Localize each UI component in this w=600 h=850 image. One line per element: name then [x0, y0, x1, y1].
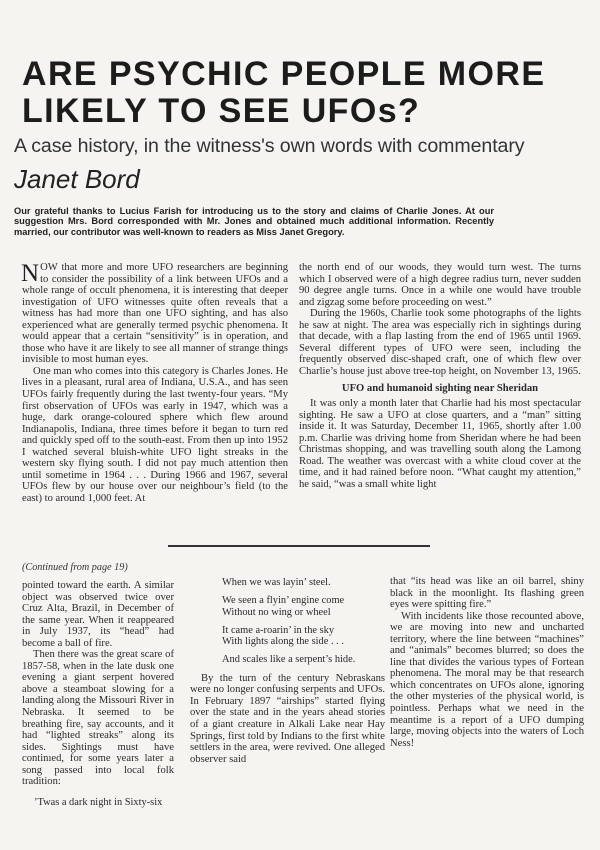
continued-label: (Continued from page 19)	[22, 562, 128, 573]
body-paragraph: that “its head was like an oil barrel, shiny black in the moonlight. Its flashing green eyes were spitting fire.”	[390, 576, 584, 611]
poem-stanza	[222, 625, 382, 648]
poem-stanza	[222, 654, 382, 665]
poem-line: It came a-roarin’ in the sky	[222, 624, 335, 636]
folk-song-poem	[222, 577, 382, 666]
drop-cap: N	[21, 260, 40, 287]
body-paragraph: One man who comes into this category is Charles Jones. He lives in a pleasant, rural area of Indiana, U.S.A., and has seen UFOs fairly frequently during the last twenty-four years. “My first observation of UFOs was early in 1947, which was a huge, dark orange-coloured sphere which flew around Indianapolis, Indiana, three times before it began to turn red and quickly sped off to the south-east. From then up into 1952 I watched several bluish-white UFO light streaks in the western sky flying south. I did not pay much attention then until sometime in 1964 . . . During 1966 and 1967, several UFOs flew by our house over our neighbour’s field (to the east) to around 1,000 feet. At	[22, 365, 288, 504]
body-paragraph: By the turn of the century Nebraskans were no longer confusing serpents and UFOs. In February 1897 “airships” started flying over the state and in the years ahead stories of a giant creature in Alkali Lake near Hay Springs, first told by Indians to the first white settlers in the area, were revived. One alleged observer said	[190, 672, 385, 765]
article-title	[22, 56, 592, 130]
left-column	[22, 262, 288, 504]
continued-column-2	[190, 577, 385, 765]
opening-paragraph	[22, 262, 288, 366]
body-paragraph: Then there was the great scare of 1857-58, when in the late dusk one evening a giant serpent hovered above a steamboat slowing for a landing along the Missouri River in Nebraska. It seemed to be breathing fire, say accounts, and it had “lighted streaks” along its sides. Sightings must have continıed, for some years later a song passed into local folk tradition:	[22, 649, 174, 788]
poem-line: And scales like a serpent’s hide.	[222, 654, 356, 666]
section-divider	[168, 545, 430, 547]
poem-line: ’Twas a dark night in Sixty-six	[34, 796, 163, 808]
article-subtitle: A case history, in the witness's own words with commentary	[14, 135, 525, 157]
poem-stanza	[222, 595, 382, 618]
editorial-intro: Our grateful thanks to Lucius Farish for introducing us to the story and claims of Charlie Jones. At our suggestion Mrs. Bord corresponded with Mr. Jones and obtained much additional information. Recently married, our contributor was well-known to readers as Miss Janet Gregory.	[14, 206, 494, 237]
body-paragraph: the north end of our woods, they would turn west. The turns which I observed were of a high degree radius turn, never sudden 90 degree angle turns. Once in a while one would have trouble and zigzag some before proceeding on west.”	[299, 262, 581, 308]
poem-line: Without no wing or wheel	[222, 606, 331, 618]
section-subheading: UFO and humanoid sighting near Sheridan	[341, 383, 539, 395]
body-paragraph: With incidents like those recounted above, we are moving into new and uncharted territory, where the line between “machines” and “animals” becomes blurred; so does the line that divides the various types of Fortean phenomena. The moral may be that research which concentrates on UFOs alone, ignoring the other mysteries of the physical world, is pointless. Perhaps what we need in the meantime is a report of a UFO dumping large, moving objects into the waters of Loch Ness!	[390, 610, 584, 749]
poem-stanza	[222, 577, 382, 588]
body-paragraph: It was only a month later that Charlie had his most spectacular sighting. He saw a UFO at close quarters, and a “man” sitting inside it. It was Saturday, December 11, 1965, shortly after 1.00 p.m. Charlie was driving home from Sheridan where he had been Christmas shopping, and was travelling south along the Lamong Road. The weather was overcast with a white cloud cover at the time, and it had rained before noon. “What caught my attention,” he said, “was a small white light	[299, 398, 581, 490]
body-paragraph: pointed toward the earth. A similar object was observed twice over Cruz Alta, Brazil, in December of the same year. When it reappeared in July 1937, its “head” had become a ball of fire.	[22, 580, 174, 649]
right-column	[299, 262, 581, 490]
poem-line: With lights along the side . . .	[222, 636, 344, 648]
continued-column-2-prose	[190, 673, 385, 765]
continued-column-3	[390, 576, 584, 749]
poem-line: We seen a flyin’ engine come	[222, 595, 345, 607]
body-paragraph: During the 1960s, Charlie took some photographs of the lights he saw at night. The area was especially rich in sightings during that decade, with a flap lasting from the end of 1965 until 1969. Several different types of UFO were seen, including the frequently observed disc-shaped craft, one of which flew over Charlie’s house just above tree-top height, on November 13, 1965.	[299, 308, 581, 377]
poem-line: When we was layin’ steel.	[222, 577, 331, 588]
opening-paragraph-text: OW that more and more UFO researchers are beginning to consider the possibility of a link between UFOs and a whole range of occult phenomena, it is interesting that deeper investigation of UFO witnesses quite often reveals that a witness has had more than one UFO sighting, and has also experienced what are generally termed psychic phenomena. It would appear that a certain “sensitivity” is in operation, and those who have it are likely to see all manner of strange things invisible to most human eyes.	[22, 262, 288, 366]
author-byline: Janet Bord	[14, 164, 140, 194]
title-line-2: LIKELY TO SEE UFOs?	[22, 92, 421, 130]
continued-column-1	[22, 580, 174, 808]
title-line-1: ARE PSYCHIC PEOPLE MORE	[22, 55, 546, 93]
